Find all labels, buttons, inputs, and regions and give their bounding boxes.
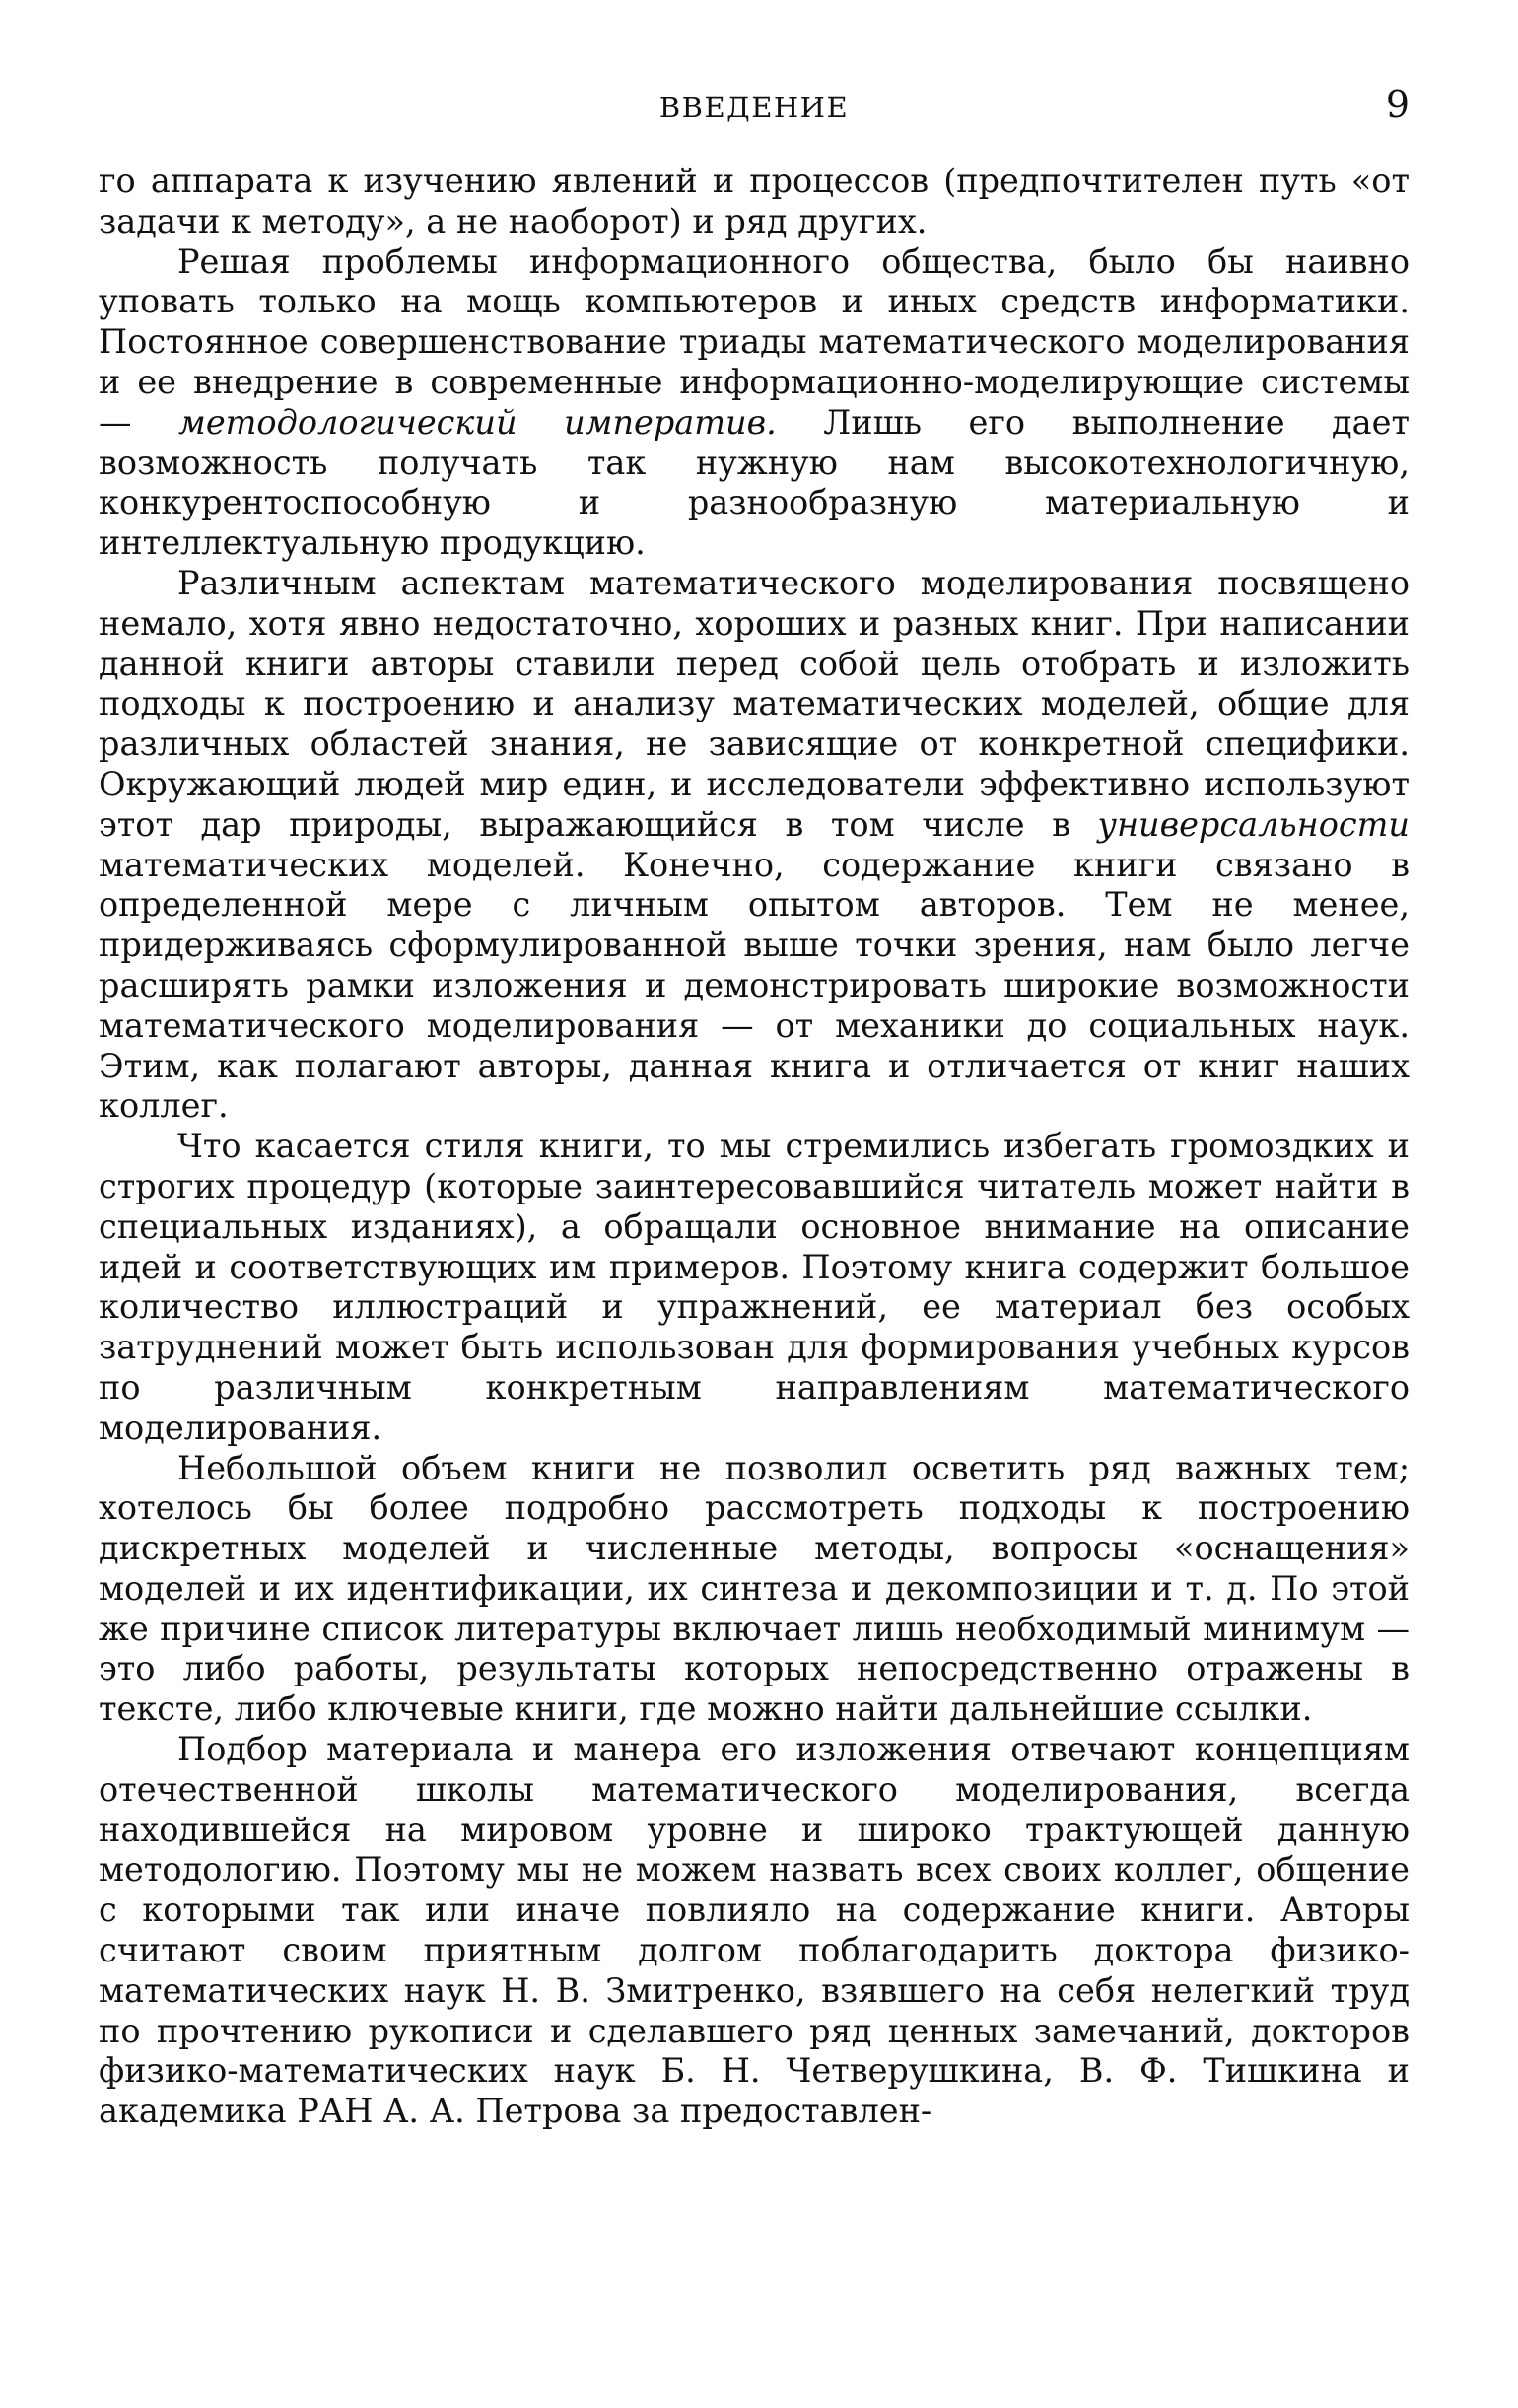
paragraph-2 [99,242,1410,564]
paragraph-text: Подбор материала и манера его изложения отвечают концепциям отечественной школы математического моделирования, всегда находившейся на мировом уровне и широко трактующей данную методологию. Поэтому мы не можем назвать всех своих коллег, общение с которыми так или иначе повлияло на содержание книги. Авторы считают своим приятным долгом поблагодарить доктора физико-математических наук Н. В. Змитренко, взявшего на себя нелегкий труд по прочтению рукописи и сделавшего ряд ценных замечаний, докторов физико-математических наук Б. Н. Четверушкина, В. Ф. Тишкина и академика РАН А. А. Петрова за предоставлен- [99,1730,1410,2131]
paragraph-text: Лишь его выполнение дает возможность получать так нужную нам высокотехнологичную, конкурентоспособную и разнообразную материальную и интеллектуальную продукцию. [99,402,1411,563]
running-title: ВВЕДЕНИЕ [658,91,850,124]
paragraph-text: го аппарата к изучению явлений и процессов (предпочтителен путь «от задачи к методу», а не наоборот) и ряд других. [99,162,1410,241]
paragraph-text: Что касается стиля книги, то мы стремились избегать громоздких и строгих процедур (которые заинтересовавшийся читатель может найти в специальных изданиях), а обращали основное внимание на описание идей и соответствующих им примеров. Поэтому книга содержит большое количество иллюстраций и упражнений, ее материал без особых затруднений может быть использован для формирования учебных курсов по различным конкретным направлениям математического моделирования. [99,1127,1410,1447]
running-head [99,83,1410,136]
paragraph-3 [99,564,1410,1127]
paragraph-1 [99,162,1410,242]
paragraph-text: Решая проблемы информационного общества, было бы наивно уповать только на мощь компьютеров и иных средств информатики. Постоянное совершенствование триады математического моделирования и ее внедрение в современные информационно-моделирующие системы — [99,241,1410,442]
body-text [99,162,1410,2132]
book-page [99,83,1411,2132]
paragraph-4 [99,1127,1410,1448]
paragraph-5 [99,1449,1410,1731]
emphasis-methodological-imperative: методологический императив. [178,402,777,442]
page-number: 9 [1385,83,1410,126]
paragraph-text: Различным аспектам математического моделирования посвящено немало, хотя явно недостаточно, хороших и разных книг. При написании данной книги авторы ставили перед собой цель отобрать и изложить подходы к построению и анализу математических моделей, общие для различных областей знания, не зависящие от конкретной специфики. Окружающий людей мир един, и исследователи эффективно используют этот дар природы, выражающийся в том числе в [99,563,1410,844]
paragraph-text: Небольшой объем книги не позволил осветить ряд важных тем; хотелось бы более подробно рассмотреть подходы к построению дискретных моделей и численные методы, вопросы «оснащения» моделей и их идентификации, их синтеза и декомпозиции и т. д. По этой же причине список литературы включает лишь необходимый минимум — это либо работы, результаты которых непосредственно отражены в тексте, либо ключевые книги, где можно найти дальнейшие ссылки. [99,1448,1410,1729]
paragraph-6 [99,1730,1410,2132]
emphasis-universality: универсальности [1097,804,1410,844]
paragraph-text: математических моделей. Конечно, содержание книги связано в определенной мере с личным опытом авторов. Тем не менее, придерживаясь сформулированной выше точки зрения, нам было легче расширять рамки изложения и демонстрировать широкие возможности математического моделирования — от механики до социальных наук. Этим, как полагают авторы, данная книга и отличается от книг наших коллег. [99,845,1410,1126]
